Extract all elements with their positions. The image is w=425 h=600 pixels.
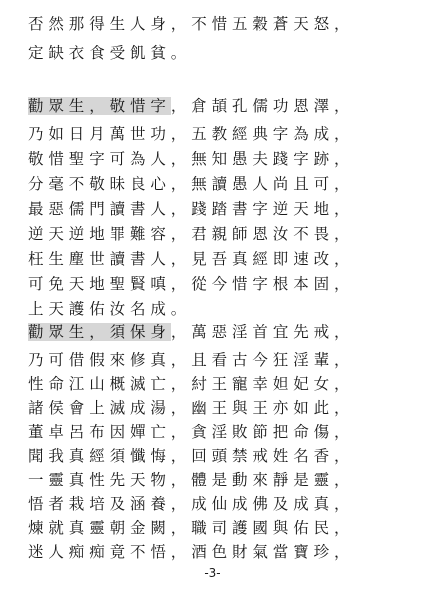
section2-line: 迷人痴痴竟不悟，酒色財氣當寶珍， xyxy=(28,543,355,561)
section1-line: 敬惜聖字可為人，無知愚夫踐字跡， xyxy=(28,150,355,168)
page-number: -3- xyxy=(204,566,221,580)
intro-line-2: 定缺衣食受飢貧。 xyxy=(28,44,192,62)
section1-line: 分毫不敬昧良心，無讀愚人尚且可， xyxy=(28,175,355,193)
section1-line: 上天護佑汝名成。 xyxy=(28,300,192,318)
section1-heading-line xyxy=(28,96,408,116)
intro-line-1: 否然那得生人身，不惜五穀蒼天怒， xyxy=(28,15,355,33)
section1-highlighted-heading: 勸眾生，敬惜字 xyxy=(28,97,171,115)
section2-heading-rest: ，萬惡淫首宜先戒， xyxy=(170,323,355,341)
section2-line: 一靈真性先天物，體是動來靜是靈， xyxy=(28,471,355,489)
section2-heading-line xyxy=(28,322,408,342)
section2-line: 性命江山概滅亡，紂王寵幸妲妃女， xyxy=(28,375,355,393)
section1-heading-rest: ，倉頡孔儒功恩澤， xyxy=(170,97,355,115)
section2-highlighted-heading: 勸眾生，須保身 xyxy=(28,323,171,341)
section1-line: 逆天逆地罪難容，君親師恩汝不畏， xyxy=(28,225,355,243)
section1-line: 最惡儒門讀書人，踐踏書字逆天地， xyxy=(28,200,355,218)
section2-line: 聞我真經須懺悔，回頭禁戒姓名香， xyxy=(28,447,355,465)
section2-line: 煉就真靈朝金闕，職司護國與佑民， xyxy=(28,519,355,537)
section1-line: 可免天地聖賢嗔，從今惜字根本固， xyxy=(28,275,355,293)
section2-line: 悟者栽培及涵養，成仙成佛及成真， xyxy=(28,495,355,513)
section2-line: 乃可借假來修真，且看古今狂淫輩， xyxy=(28,351,355,369)
section2-line: 諸侯會上滅成湯，幽王與王亦如此， xyxy=(28,399,355,417)
section2-line: 董卓呂布因嬋亡，貪淫敗節把命傷， xyxy=(28,423,355,441)
section1-line: 枉生塵世讀書人，見吾真經即速改， xyxy=(28,250,355,268)
section1-line: 乃如日月萬世功，五教經典字為成， xyxy=(28,125,355,143)
